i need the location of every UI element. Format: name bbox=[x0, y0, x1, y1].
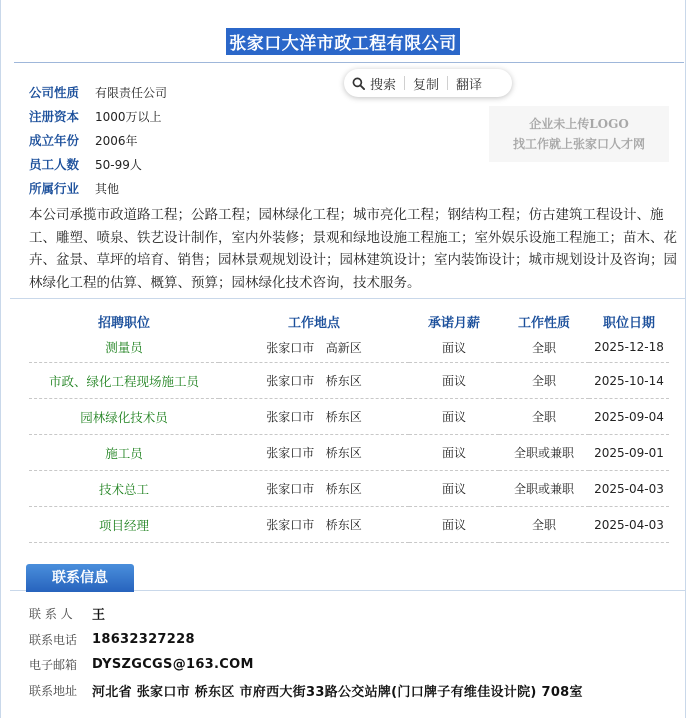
table-row bbox=[29, 363, 669, 399]
job-location bbox=[219, 399, 409, 435]
job-type: 全职 bbox=[499, 507, 589, 543]
job-salary: 面议 bbox=[409, 363, 499, 399]
job-city: 张家口市 bbox=[266, 482, 315, 496]
job-district: 高新区 bbox=[325, 340, 362, 355]
contact-row-address bbox=[29, 678, 583, 704]
job-location bbox=[219, 507, 409, 543]
info-value: 2006年 bbox=[95, 133, 138, 148]
job-date: 2025-09-04 bbox=[589, 399, 669, 435]
info-row-employees bbox=[29, 152, 167, 176]
contact-info bbox=[29, 601, 583, 703]
job-title-link[interactable]: 施工员 bbox=[29, 435, 219, 471]
info-value: 50-99人 bbox=[95, 157, 142, 172]
job-date: 2025-10-14 bbox=[589, 363, 669, 399]
info-label: 注册资本 bbox=[29, 109, 80, 124]
description-divider bbox=[10, 298, 686, 299]
search-label: 搜索 bbox=[370, 77, 397, 93]
table-row bbox=[29, 435, 669, 471]
company-description: 本公司承揽市政道路工程；公路工程；园林绿化工程；城市亮化工程；钢结构工程；仿古建筑工程设计、施工、雕塑、喷泉、铁艺设计制作，室内外装修；景观和绿地设施工程施工；室外娱乐设施工程施工；苗木、花卉、盆景、草坪的培育、销售；园林景观规划设计；园林建筑设计；室内装饰设计；城市规划设计及咨询；园林绿化工程的估算、概算、预算；园林绿化技术咨询，技术服务。 bbox=[29, 207, 677, 291]
company-title-wrap bbox=[0, 28, 686, 55]
info-label: 员工人数 bbox=[29, 157, 80, 172]
job-salary: 面议 bbox=[409, 471, 499, 507]
job-district: 桥东区 bbox=[325, 374, 362, 388]
contact-row-email bbox=[29, 652, 583, 678]
contact-label: 联系电话 bbox=[29, 632, 78, 647]
header-type: 工作性质 bbox=[517, 315, 570, 331]
job-type: 全职或兼职 bbox=[499, 471, 589, 507]
contact-value: DYSZGCGS@163.COM bbox=[92, 657, 254, 673]
info-row-nature bbox=[29, 80, 167, 104]
info-label: 所属行业 bbox=[29, 181, 80, 196]
info-value: 有限责任公司 bbox=[95, 85, 168, 100]
contact-label: 电子邮箱 bbox=[29, 658, 78, 673]
translate-button[interactable] bbox=[448, 69, 490, 97]
copy-button[interactable] bbox=[405, 69, 447, 97]
job-type: 全职 bbox=[499, 399, 589, 435]
info-row-founded bbox=[29, 128, 167, 152]
search-icon bbox=[352, 77, 365, 90]
job-location bbox=[219, 363, 409, 399]
job-title-link[interactable]: 测量员 bbox=[29, 332, 219, 363]
header-location: 工作地点 bbox=[287, 315, 340, 331]
jobs-header-row bbox=[29, 310, 669, 332]
logo-placeholder bbox=[489, 106, 669, 162]
info-row-industry bbox=[29, 176, 167, 200]
jobs-table bbox=[29, 310, 669, 543]
info-label: 公司性质 bbox=[29, 85, 80, 100]
job-location bbox=[219, 435, 409, 471]
job-date: 2025-09-01 bbox=[589, 435, 669, 471]
job-date: 2025-12-18 bbox=[589, 332, 669, 363]
contact-label: 联系地址 bbox=[29, 683, 78, 698]
job-title-link[interactable]: 园林绿化技术员 bbox=[29, 399, 219, 435]
job-district: 桥东区 bbox=[325, 482, 362, 496]
job-location bbox=[219, 471, 409, 507]
contact-label: 联 系 人 bbox=[29, 607, 73, 622]
company-title[interactable]: 张家口大洋市政工程有限公司 bbox=[226, 28, 460, 55]
job-city: 张家口市 bbox=[266, 340, 315, 355]
header-salary: 承诺月薪 bbox=[427, 315, 480, 331]
job-date: 2025-04-03 bbox=[589, 507, 669, 543]
contact-row-phone bbox=[29, 627, 583, 653]
contact-value: 王 bbox=[92, 608, 106, 624]
job-city: 张家口市 bbox=[266, 446, 315, 460]
job-title-link[interactable]: 项目经理 bbox=[29, 507, 219, 543]
job-city: 张家口市 bbox=[266, 374, 315, 388]
job-district: 桥东区 bbox=[325, 410, 362, 424]
job-title-link[interactable]: 技术总工 bbox=[29, 471, 219, 507]
table-row bbox=[29, 507, 669, 543]
info-value: 其他 bbox=[95, 181, 120, 196]
table-row bbox=[29, 332, 669, 363]
info-value: 1000万以上 bbox=[95, 109, 162, 124]
info-label: 成立年份 bbox=[29, 133, 80, 148]
job-salary: 面议 bbox=[409, 399, 499, 435]
copy-label: 复制 bbox=[413, 77, 440, 93]
job-city: 张家口市 bbox=[266, 410, 315, 424]
job-salary: 面议 bbox=[409, 332, 499, 363]
info-row-capital bbox=[29, 104, 167, 128]
job-type: 全职 bbox=[499, 363, 589, 399]
translate-label: 翻译 bbox=[456, 77, 483, 93]
contact-value: 18632327228 bbox=[92, 631, 195, 647]
job-date: 2025-04-03 bbox=[589, 471, 669, 507]
header-date: 职位日期 bbox=[602, 315, 655, 331]
logo-placeholder-line1: 企业未上传LOGO bbox=[529, 117, 629, 131]
search-button[interactable] bbox=[344, 69, 404, 97]
title-divider bbox=[14, 62, 684, 63]
table-row bbox=[29, 471, 669, 507]
job-district: 桥东区 bbox=[325, 446, 362, 460]
job-type: 全职 bbox=[499, 332, 589, 363]
contact-value: 河北省 张家口市 桥东区 市府西大街33路公交站牌(门口牌子有维佳设计院) 708室 bbox=[92, 684, 583, 700]
selection-toolbar bbox=[344, 69, 512, 97]
job-type: 全职或兼职 bbox=[499, 435, 589, 471]
job-salary: 面议 bbox=[409, 435, 499, 471]
contact-info-tab[interactable]: 联系信息 bbox=[26, 564, 134, 592]
job-location bbox=[219, 332, 409, 363]
company-info bbox=[29, 80, 167, 200]
header-title: 招聘职位 bbox=[97, 315, 150, 331]
job-city: 张家口市 bbox=[266, 518, 315, 532]
job-salary: 面议 bbox=[409, 507, 499, 543]
job-title-link[interactable]: 市政、绿化工程现场施工员 bbox=[29, 363, 219, 399]
logo-placeholder-line2: 找工作就上张家口人才网 bbox=[512, 137, 645, 151]
job-district: 桥东区 bbox=[325, 518, 362, 532]
table-row bbox=[29, 399, 669, 435]
contact-row-person bbox=[29, 601, 583, 627]
